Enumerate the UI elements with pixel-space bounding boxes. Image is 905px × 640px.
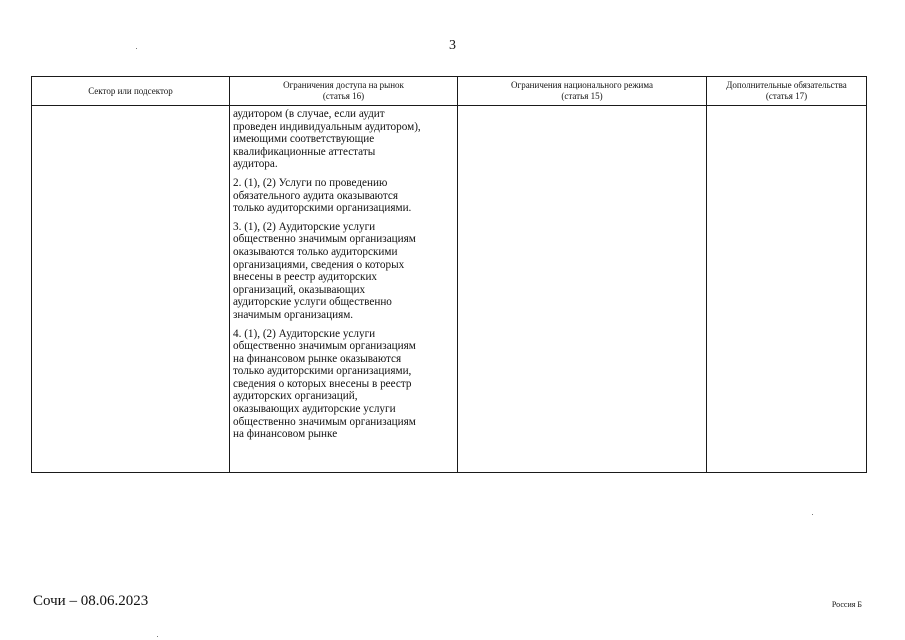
market-access-paragraph-3 bbox=[233, 221, 453, 322]
header-market-access-title: Ограничения доступа на рынок bbox=[283, 80, 404, 90]
text-line: только аудиторскими организациями, bbox=[233, 365, 412, 378]
scan-speck bbox=[157, 636, 158, 637]
text-line: организациями, сведения о которых bbox=[233, 258, 405, 271]
header-additional-title: Дополнительные обязательства bbox=[726, 80, 847, 90]
footer-country-label: Россия Б bbox=[831, 600, 862, 609]
text-line: 3. (1), (2) Аудиторские услуги bbox=[233, 220, 376, 233]
market-access-paragraph-2 bbox=[233, 177, 453, 215]
header-national-treatment bbox=[458, 77, 707, 106]
text-line: на финансовом рынке bbox=[233, 428, 338, 441]
market-access-paragraph-1 bbox=[233, 108, 453, 171]
text-line: 2. (1), (2) Услуги по проведению bbox=[233, 176, 388, 189]
text-line: проведен индивидуальным аудитором), bbox=[233, 120, 421, 133]
text-line: аудитором (в случае, если аудит bbox=[233, 108, 385, 120]
text-line: оказывающих аудиторские услуги bbox=[233, 403, 396, 416]
national-treatment-cell bbox=[458, 106, 707, 473]
text-line: имеющими соответствующие bbox=[233, 133, 375, 146]
table-header-row bbox=[32, 77, 867, 106]
text-line: общественно значимым организациям bbox=[233, 340, 416, 353]
additional-commitments-cell bbox=[707, 106, 867, 473]
header-market-access bbox=[230, 77, 458, 106]
text-line: общественно значимым организациям bbox=[233, 233, 416, 246]
text-line: аудитора. bbox=[233, 158, 278, 171]
table-row bbox=[32, 106, 867, 473]
text-line: внесены в реестр аудиторских bbox=[233, 271, 378, 284]
page-number: 3 bbox=[449, 38, 456, 53]
scan-speck bbox=[136, 48, 137, 49]
footer-place-date: Сочи – 08.06.2023 bbox=[33, 593, 149, 609]
text-line: оказываются только аудиторскими bbox=[233, 245, 398, 258]
text-line: аудиторские услуги общественно bbox=[233, 296, 392, 309]
text-line: общественно значимым организациям bbox=[233, 415, 416, 428]
header-additional bbox=[707, 77, 867, 106]
text-line: значимым организациям. bbox=[233, 308, 354, 321]
text-line: сведения о которых внесены в реестр bbox=[233, 377, 412, 390]
market-access-paragraph-4 bbox=[233, 328, 453, 441]
market-access-cell bbox=[230, 106, 458, 473]
sector-cell bbox=[32, 106, 230, 473]
header-additional-article: (статья 17) bbox=[765, 91, 808, 101]
text-line: на финансовом рынке оказываются bbox=[233, 352, 402, 365]
header-national-treatment-title: Ограничения национального режима bbox=[511, 80, 653, 90]
text-line: обязательного аудита оказываются bbox=[233, 189, 399, 202]
header-national-treatment-article: (статья 15) bbox=[561, 91, 603, 101]
scan-speck bbox=[812, 514, 813, 515]
text-line: аудиторских организаций, bbox=[233, 390, 358, 403]
text-line: только аудиторскими организациями. bbox=[233, 202, 412, 215]
text-line: 4. (1), (2) Аудиторские услуги bbox=[233, 327, 376, 340]
schedule-table bbox=[31, 76, 867, 473]
text-line: квалификационные аттестаты bbox=[233, 145, 376, 158]
header-sector bbox=[32, 77, 230, 106]
header-sector-label: Сектор или подсектор bbox=[88, 85, 173, 96]
header-market-access-article: (статья 16) bbox=[322, 91, 365, 101]
text-line: организаций, оказывающих bbox=[233, 283, 366, 296]
